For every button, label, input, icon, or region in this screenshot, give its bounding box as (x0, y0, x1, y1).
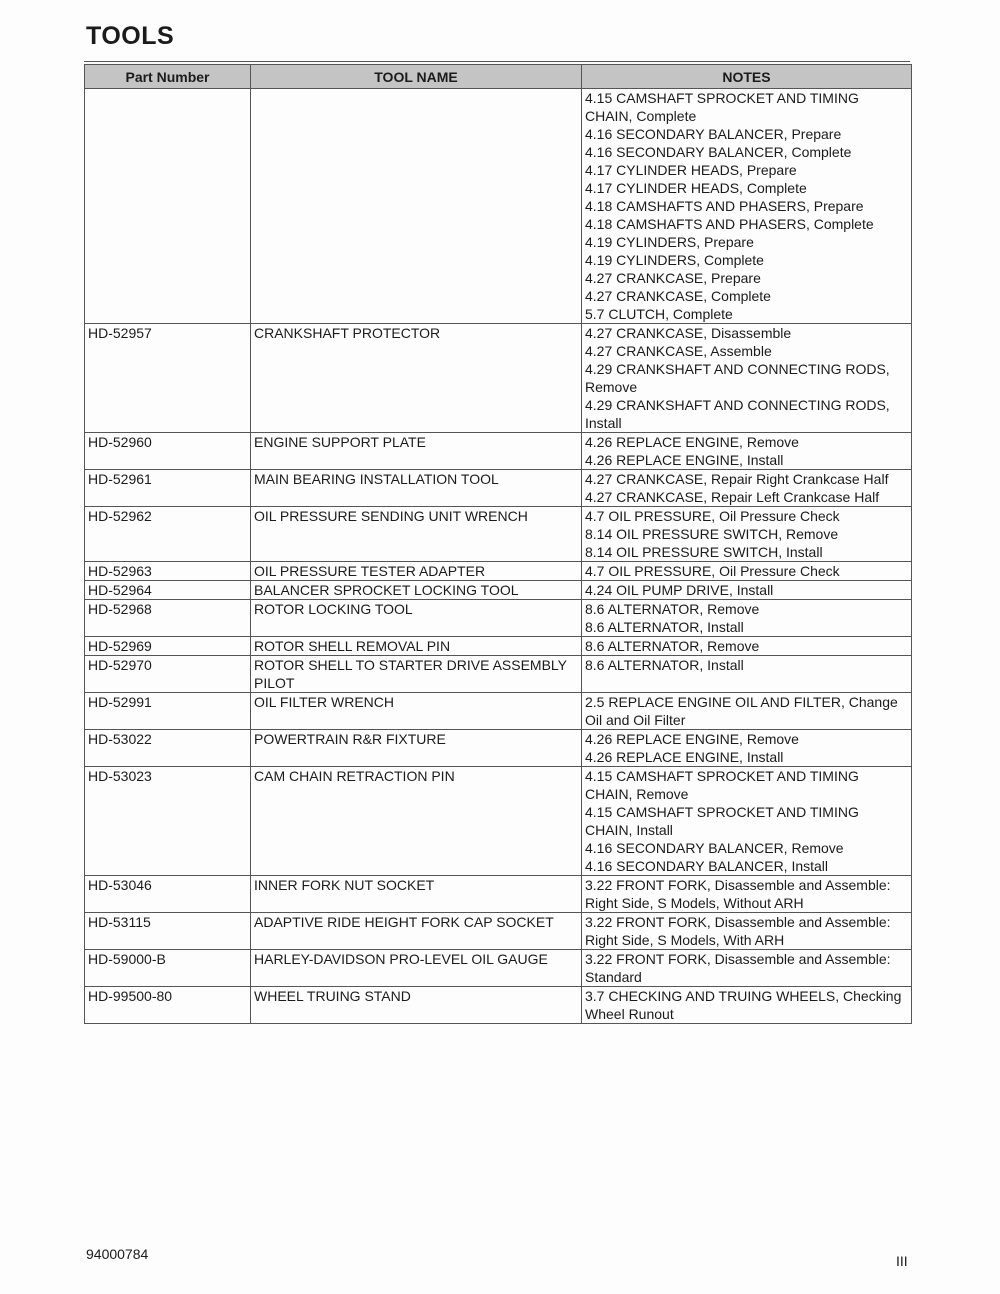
note-entry: 4.27 CRANKCASE, Disassemble (585, 325, 792, 341)
table-row (85, 730, 912, 767)
part-number-cell: HD-59000-B (85, 950, 251, 987)
note-entry: 4.15 CAMSHAFT SPROCKET AND TIMING CHAIN, Remove (585, 768, 859, 802)
note-entry: 4.29 CRANKSHAFT AND CONNECTING RODS, Remove (585, 361, 890, 395)
note-entry: 8.14 OIL PRESSURE SWITCH, Install (585, 544, 823, 560)
tool-name-cell: OIL PRESSURE SENDING UNIT WRENCH (251, 507, 582, 562)
table-row (85, 693, 912, 730)
note-entry: 3.22 FRONT FORK, Disassemble and Assemble: Right Side, S Models, Without ARH (585, 877, 891, 911)
table-row (85, 950, 912, 987)
notes-cell (582, 767, 912, 876)
note-entry: 4.18 CAMSHAFTS AND PHASERS, Complete (585, 216, 874, 232)
note-entry: 4.17 CYLINDER HEADS, Complete (585, 180, 807, 196)
notes-cell (582, 507, 912, 562)
part-number-cell: HD-52961 (85, 470, 251, 507)
notes-cell (582, 987, 912, 1024)
note-entry: 3.7 CHECKING AND TRUING WHEELS, Checking Wheel Runout (585, 988, 902, 1022)
tool-name-cell: ENGINE SUPPORT PLATE (251, 433, 582, 470)
page-number: III (896, 1253, 908, 1269)
part-number-cell: HD-52969 (85, 637, 251, 656)
tool-name-cell: MAIN BEARING INSTALLATION TOOL (251, 470, 582, 507)
table-row (85, 507, 912, 562)
page-title: TOOLS (86, 22, 175, 50)
part-number-cell: HD-52957 (85, 324, 251, 433)
notes-cell (582, 433, 912, 470)
notes-cell (582, 656, 912, 693)
note-entry: 4.27 CRANKCASE, Complete (585, 288, 771, 304)
notes-cell (582, 693, 912, 730)
part-number-cell: HD-99500-80 (85, 987, 251, 1024)
note-entry: 4.26 REPLACE ENGINE, Install (585, 452, 784, 468)
table-row (85, 470, 912, 507)
tool-name-cell: ROTOR SHELL TO STARTER DRIVE ASSEMBLY PILOT (251, 656, 582, 693)
note-entry: 2.5 REPLACE ENGINE OIL AND FILTER, Change Oil and Oil Filter (585, 694, 898, 728)
note-entry: 4.29 CRANKSHAFT AND CONNECTING RODS, Install (585, 397, 890, 431)
part-number-cell: HD-53115 (85, 913, 251, 950)
table-row (85, 913, 912, 950)
tool-name-cell: INNER FORK NUT SOCKET (251, 876, 582, 913)
table-header-row (85, 65, 912, 89)
document-number: 94000784 (86, 1246, 149, 1262)
note-entry: 8.6 ALTERNATOR, Remove (585, 601, 760, 617)
note-entry: 4.26 REPLACE ENGINE, Remove (585, 434, 799, 450)
tool-name-cell: WHEEL TRUING STAND (251, 987, 582, 1024)
note-entry: 4.7 OIL PRESSURE, Oil Pressure Check (585, 563, 840, 579)
note-entry: 4.15 CAMSHAFT SPROCKET AND TIMING CHAIN, Complete (585, 90, 859, 124)
note-entry: 5.7 CLUTCH, Complete (585, 306, 733, 322)
note-entry: 4.24 OIL PUMP DRIVE, Install (585, 582, 774, 598)
notes-cell (582, 913, 912, 950)
tool-name-cell: ROTOR SHELL REMOVAL PIN (251, 637, 582, 656)
part-number-cell: HD-52970 (85, 656, 251, 693)
table-row (85, 656, 912, 693)
notes-cell (582, 876, 912, 913)
note-entry: 4.16 SECONDARY BALANCER, Complete (585, 144, 852, 160)
tool-name-cell: CAM CHAIN RETRACTION PIN (251, 767, 582, 876)
note-entry: 4.27 CRANKCASE, Repair Left Crankcase Half (585, 489, 880, 505)
part-number-cell: HD-52991 (85, 693, 251, 730)
header-notes: NOTES (582, 65, 912, 89)
tool-name-cell (251, 89, 582, 324)
part-number-cell: HD-53023 (85, 767, 251, 876)
note-entry: 3.22 FRONT FORK, Disassemble and Assemble: Standard (585, 951, 891, 985)
note-entry: 4.27 CRANKCASE, Repair Right Crankcase Half (585, 471, 889, 487)
part-number-cell: HD-52962 (85, 507, 251, 562)
table-row (85, 562, 912, 581)
note-entry: 4.16 SECONDARY BALANCER, Remove (585, 840, 844, 856)
tool-name-cell: OIL PRESSURE TESTER ADAPTER (251, 562, 582, 581)
header-tool-name: TOOL NAME (251, 65, 582, 89)
table-row (85, 324, 912, 433)
table-row (85, 987, 912, 1024)
tools-table (84, 64, 912, 1024)
note-entry: 4.26 REPLACE ENGINE, Install (585, 749, 784, 765)
note-entry: 4.16 SECONDARY BALANCER, Prepare (585, 126, 842, 142)
header-part-number: Part Number (85, 65, 251, 89)
note-entry: 4.17 CYLINDER HEADS, Prepare (585, 162, 797, 178)
part-number-cell: HD-52960 (85, 433, 251, 470)
notes-cell (582, 730, 912, 767)
tool-name-cell: ROTOR LOCKING TOOL (251, 600, 582, 637)
table-row (85, 581, 912, 600)
note-entry: 8.6 ALTERNATOR, Install (585, 619, 744, 635)
note-entry: 4.18 CAMSHAFTS AND PHASERS, Prepare (585, 198, 864, 214)
tool-name-cell: HARLEY-DAVIDSON PRO-LEVEL OIL GAUGE (251, 950, 582, 987)
note-entry: 8.14 OIL PRESSURE SWITCH, Remove (585, 526, 839, 542)
part-number-cell: HD-52963 (85, 562, 251, 581)
tool-name-cell: CRANKSHAFT PROTECTOR (251, 324, 582, 433)
note-entry: 4.19 CYLINDERS, Prepare (585, 234, 754, 250)
note-entry: 4.15 CAMSHAFT SPROCKET AND TIMING CHAIN, Install (585, 804, 859, 838)
part-number-cell: HD-52964 (85, 581, 251, 600)
notes-cell (582, 470, 912, 507)
tool-name-cell: ADAPTIVE RIDE HEIGHT FORK CAP SOCKET (251, 913, 582, 950)
table-row (85, 767, 912, 876)
table-body (85, 89, 912, 1024)
notes-cell (582, 950, 912, 987)
notes-cell (582, 581, 912, 600)
tool-name-cell: POWERTRAIN R&R FIXTURE (251, 730, 582, 767)
notes-cell (582, 600, 912, 637)
notes-cell (582, 637, 912, 656)
part-number-cell: HD-52968 (85, 600, 251, 637)
table-row (85, 600, 912, 637)
part-number-cell: HD-53046 (85, 876, 251, 913)
tool-name-cell: OIL FILTER WRENCH (251, 693, 582, 730)
notes-cell (582, 562, 912, 581)
note-entry: 4.7 OIL PRESSURE, Oil Pressure Check (585, 508, 840, 524)
note-entry: 4.16 SECONDARY BALANCER, Install (585, 858, 829, 874)
note-entry: 4.26 REPLACE ENGINE, Remove (585, 731, 799, 747)
table-row (85, 89, 912, 324)
table-row (85, 637, 912, 656)
table-row (85, 876, 912, 913)
note-entry: 8.6 ALTERNATOR, Install (585, 657, 744, 673)
note-entry: 3.22 FRONT FORK, Disassemble and Assemble: Right Side, S Models, With ARH (585, 914, 891, 948)
note-entry: 4.27 CRANKCASE, Assemble (585, 343, 772, 359)
notes-cell (582, 324, 912, 433)
tool-name-cell: BALANCER SPROCKET LOCKING TOOL (251, 581, 582, 600)
note-entry: 4.27 CRANKCASE, Prepare (585, 270, 761, 286)
part-number-cell (85, 89, 251, 324)
part-number-cell: HD-53022 (85, 730, 251, 767)
table-row (85, 433, 912, 470)
title-rule (84, 61, 910, 62)
note-entry: 4.19 CYLINDERS, Complete (585, 252, 764, 268)
note-entry: 8.6 ALTERNATOR, Remove (585, 638, 760, 654)
notes-cell (582, 89, 912, 324)
